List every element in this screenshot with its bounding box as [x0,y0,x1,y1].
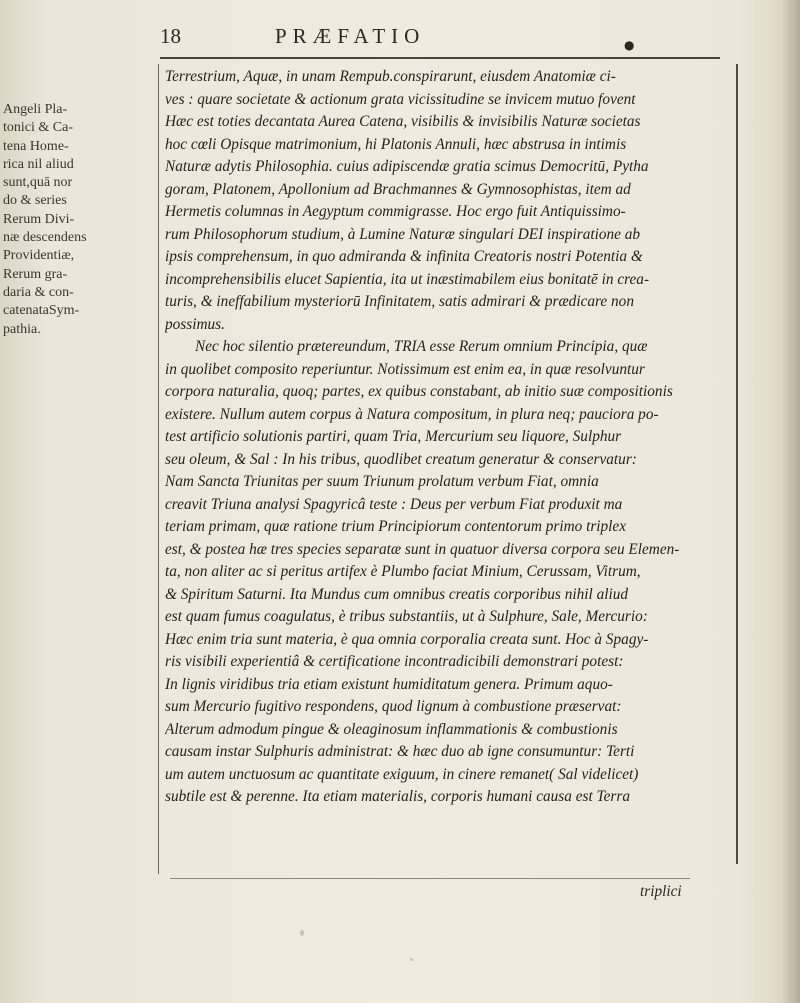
text-line: Nam Sancta Triunitas per suum Triunum prolatum verbum Fiat, omnia [165,473,599,490]
marginal-note [3,101,155,339]
text-line: creavit Triuna analysi Spagyricâ teste : Deus per verbum Fiat produxit ma [165,495,623,513]
header-rule [160,57,720,59]
text-line: ta, non aliter ac si peritus artifex è Plumbo faciat Minium, Cerussam, Vitrum, [165,563,641,580]
text-line: teriam primam, quæ ratione trium Principiorum contentorum primo triplex [165,518,627,535]
text-line: goram, Platonem, Apollonium ad Brachmannes & Gymnosophistas, item ad [165,180,631,198]
text-line: & Spiritum Saturni. Ita Mundus cum omnibus creatis corporibus nihil aliud [165,585,629,603]
footer-rule [170,878,690,879]
text-line: corpora naturalia, quoq; partes, ex quibus constabant, ab initio suæ compositionis [165,383,673,400]
marginal-line: sunt,quā nor [3,175,73,191]
text-line: um autem unctuosum ac quantitate exiguum, in cinere remanet( Sal videlicet) [165,765,639,783]
marginal-line: daria & con- [3,284,74,300]
marginal-line: næ descendens [3,230,87,246]
text-line: in quolibet composito reperiuntur. Notissimum est enim ea, in quæ resolvuntur [165,360,645,378]
page-header [0,22,800,62]
catchword: triplici [640,883,682,900]
marginal-line: catenataSym- [3,303,80,319]
text-line: Hæc est toties decantata Aurea Catena, visibilis & invisibilis Naturæ societas [165,113,641,130]
marginal-line: Rerum Divi- [3,211,75,227]
text-line: incomprehensibilis elucet Sapientia, ita ut inæstimabilem eius bonitatē in crea- [165,270,650,288]
text-line: Hæc enim tria sunt materia, è qua omnia corporalia creata sunt. Hoc à Spagy- [165,630,649,648]
text-line: est, & postea hæ tres species separatæ sunt in quatuor diversa corpora seu Elemen- [165,540,680,558]
marginal-line: Rerum gra- [3,266,68,282]
text-line: Naturæ adytis Philosophia. cuius adipiscendæ gratia scimus Democritū, Pytha [165,158,649,175]
paragraph-start-line: Nec hoc silentio prætereundum, TRIA esse Rerum omnium Principia, quæ [195,338,648,355]
running-title: PRÆFATIO [275,24,426,48]
ink-speck [300,930,304,936]
body-text [165,66,735,809]
page-edge-shadow [781,0,800,1003]
text-line: existere. Nullum autem corpus à Natura compositum, in plura neq; pauciora po- [165,405,659,423]
text-line: rum Philosophorum studium, à Lumine Naturæ singulari DEI inspiratione ab [165,225,641,243]
text-line: In lignis viridibus tria etiam existunt humiditatum genera. Primum aquo- [165,675,613,693]
text-line: sum Mercurio fugitivo respondens, quod lignum à combustione præservat: [165,698,622,715]
marginal-line: pathia. [3,321,41,337]
text-line: test artificio solutionis partiri, quam Tria, Mercurium seu liquore, Sulphur [165,428,622,445]
marginal-line: rica nil aliud [3,156,74,172]
text-line: est quam fumus coagulatus, è tribus substantiis, ut à Sulphure, Sale, Mercurio: [165,608,648,625]
printer-ornament-dot: ● [624,38,635,52]
text-line: hoc cœli Opisque matrimonium, hi Platonis Annuli, hæc abstrusa in intimis [165,135,627,153]
marginal-line: Angeli Pla- [3,102,68,117]
text-line: Hermetis columnas in Aegyptum commigrasse. Hoc ergo fuit Antiquissimo- [165,203,626,220]
text-line: causam instar Sulphuris administrat: & hæc duo ab igne consumuntur: Terti [165,743,635,760]
text-line: ipsis comprehensum, in quo admiranda & infinita Creatoris nostri Potentia & [165,248,643,265]
text-line: Terrestrium, Aquæ, in unam Rempub.conspirarunt, eiusdem Anatomiæ ci- [165,68,616,85]
page-number: 18 [160,24,181,48]
text-line: ris visibili experientiâ & certificatione incontradicibili demonstrari potest: [165,653,624,670]
marginal-line: do & series [3,193,67,209]
text-frame-left [158,64,159,874]
marginal-line: Providentiæ, [3,248,75,264]
text-line: seu oleum, & Sal : In his tribus, quodlibet creatum generatur & conservatur: [165,450,637,468]
text-line: possimus. [165,315,225,333]
text-frame-right [736,64,738,864]
marginal-line: tonici & Ca- [3,120,73,136]
text-line: subtile est & perenne. Ita etiam materialis, corporis humani causa est Terra [165,788,630,805]
ink-speck [410,958,413,961]
marginal-line: tena Home- [3,138,69,154]
text-line: Alterum admodum pingue & oleaginosum inflammationis & combustionis [165,720,618,738]
text-line: turis, & ineffabilium mysteriorū Infinitatem, satis admirari & prædicare non [165,293,634,310]
text-line: ves : quare societate & actionum grata vicissitudine se invicem mutuo fovent [165,90,636,108]
